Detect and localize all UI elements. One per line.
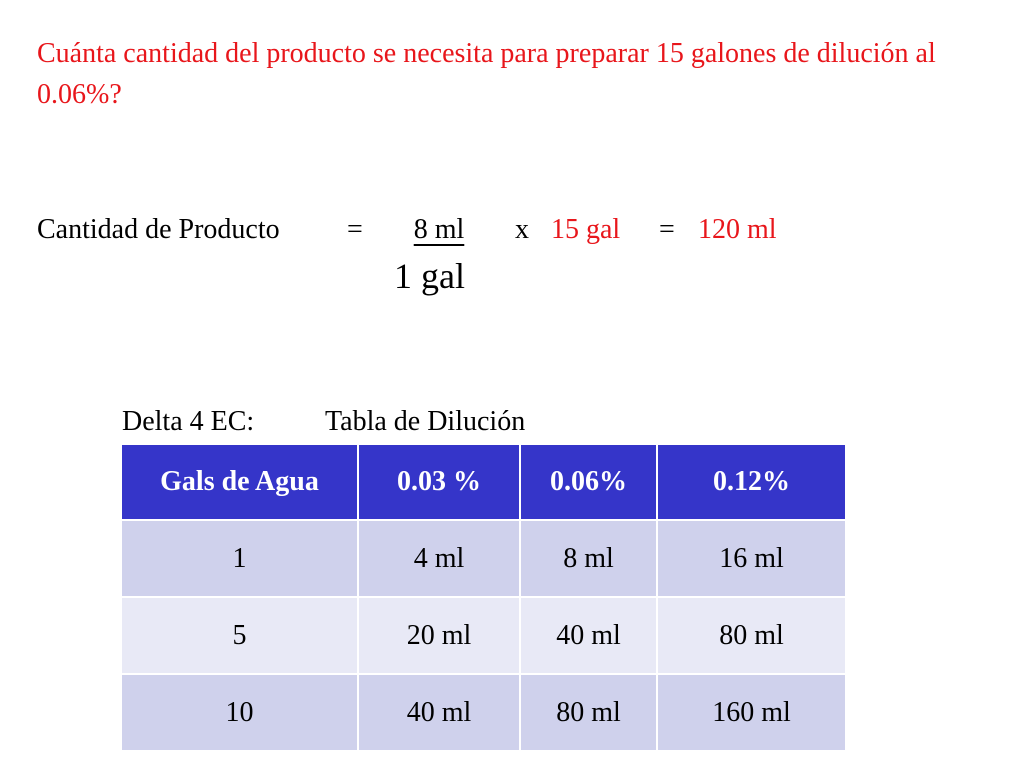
table-header-row bbox=[121, 444, 846, 520]
formula-label: Cantidad de Producto bbox=[37, 214, 280, 245]
table-cell: 4 ml bbox=[358, 520, 520, 597]
header-0-12-percent: 0.12% bbox=[657, 444, 846, 520]
table-row bbox=[121, 597, 846, 674]
table-row bbox=[121, 674, 846, 751]
table-cell: 80 ml bbox=[657, 597, 846, 674]
question-text: Cuánta cantidad del producto se necesita para preparar 15 galones de dilución al 0.06%? bbox=[37, 38, 936, 110]
header-0-06-percent: 0.06% bbox=[520, 444, 657, 520]
table-cell: 1 bbox=[121, 520, 358, 597]
table-cell: 40 ml bbox=[520, 597, 657, 674]
formula-equals-sign: = bbox=[347, 214, 363, 245]
table-cell: 16 ml bbox=[657, 520, 846, 597]
dilution-table bbox=[120, 443, 847, 752]
table-row bbox=[121, 520, 846, 597]
table-cell: 10 bbox=[121, 674, 358, 751]
table-cell: 20 ml bbox=[358, 597, 520, 674]
table-caption-brand: Delta 4 EC: bbox=[122, 406, 255, 437]
table-cell: 8 ml bbox=[520, 520, 657, 597]
header-0-03-percent: 0.03 % bbox=[358, 444, 520, 520]
table-cell: 160 ml bbox=[657, 674, 846, 751]
formula-result-equals-sign: = bbox=[659, 214, 675, 245]
header-gallons: Gals de Agua bbox=[121, 444, 358, 520]
formula-denominator: 1 gal bbox=[394, 256, 465, 296]
table-caption-title: Tabla de Dilución bbox=[325, 406, 526, 437]
formula-result: 120 ml bbox=[698, 214, 777, 245]
table-cell: 80 ml bbox=[520, 674, 657, 751]
table-cell: 5 bbox=[121, 597, 358, 674]
formula-times-sign: x bbox=[515, 214, 529, 245]
table-cell: 40 ml bbox=[358, 674, 520, 751]
formula-numerator: 8 ml bbox=[413, 214, 465, 245]
formula-gallons: 15 gal bbox=[551, 214, 621, 245]
